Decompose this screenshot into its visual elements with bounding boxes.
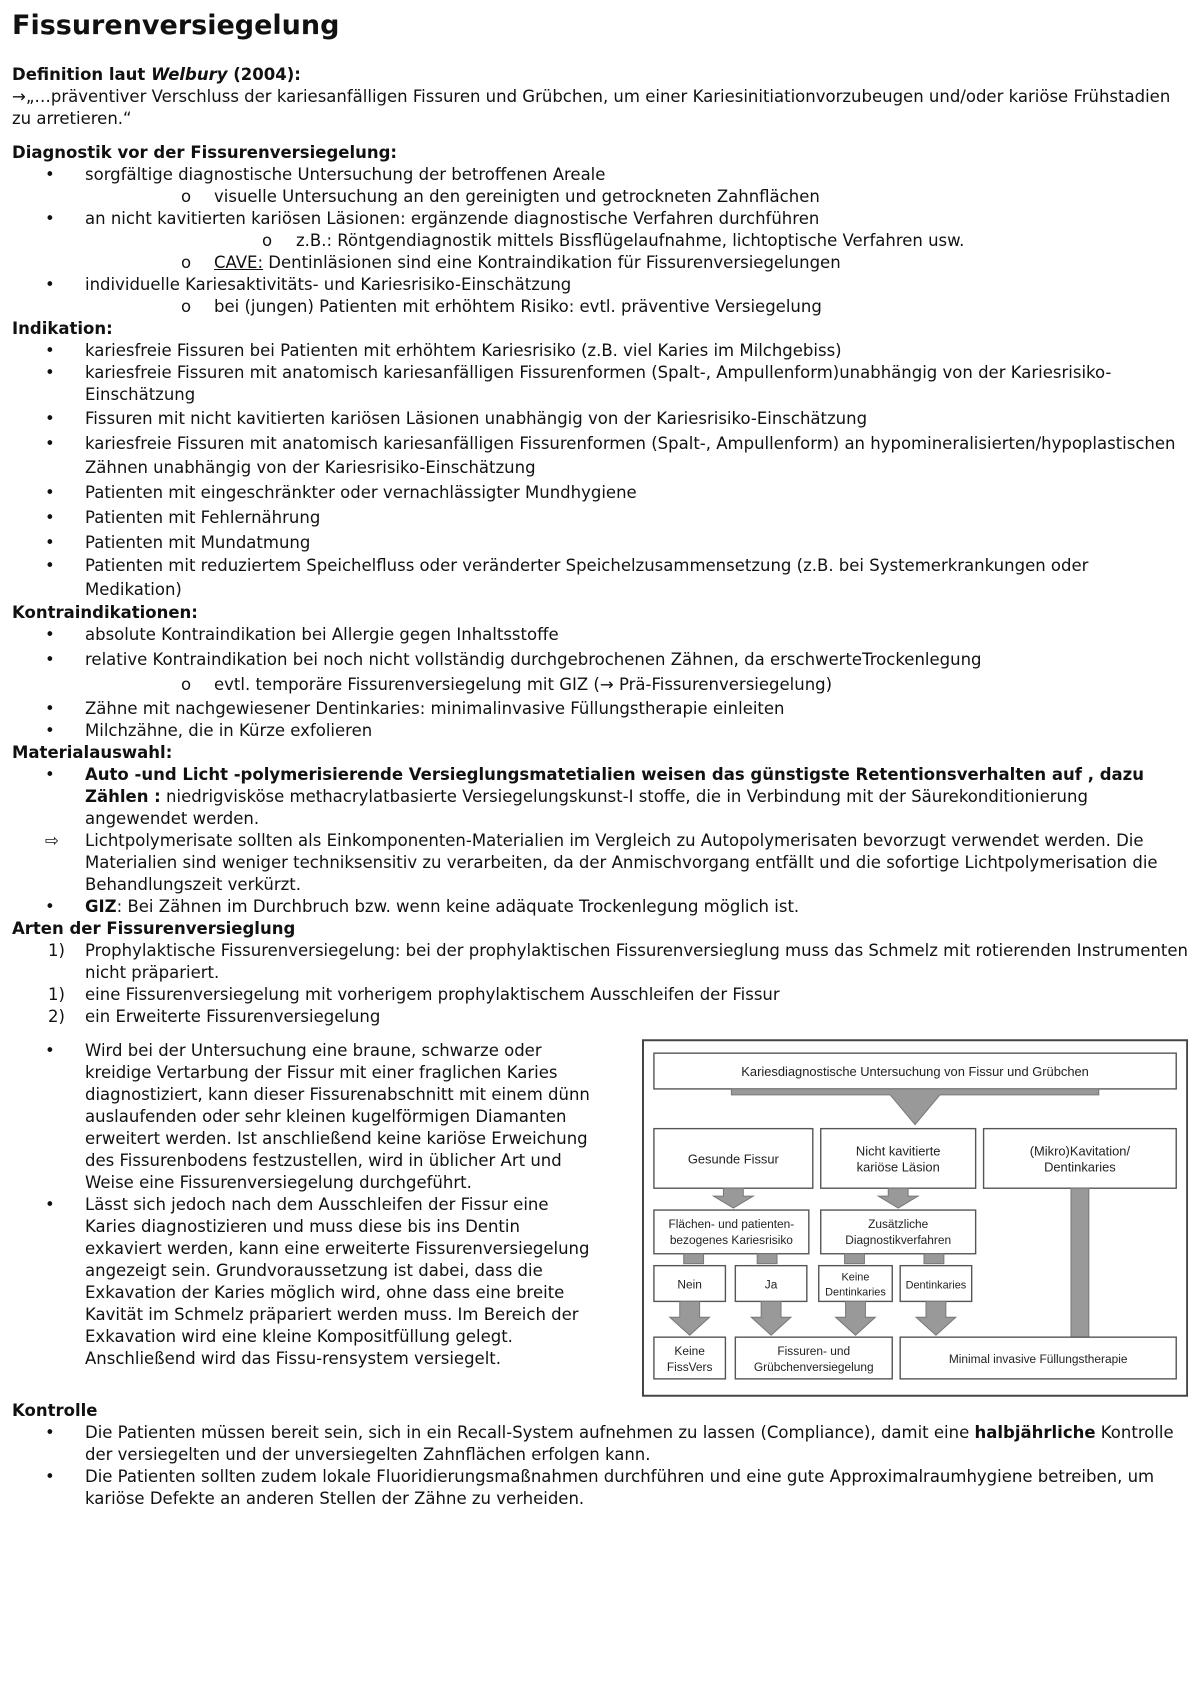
list-item: • Auto -und Licht -polymerisierende Versieglungsmatetialien weisen das günstigste Retentionsverhalten auf , dazu Zählen : niedrigvisköse methacrylatbasierte Versiegelungskunst-I stoffe, die in Verbindung mit der Säurekonditionierung angewendet werden. [12,764,1188,830]
definition-text: →„…präventiver Verschluss der kariesanfälligen Fissuren und Grübchen, um einer Kariesinitiationvorzubeugen und/oder kariöse Frühstadien zu arretieren.“ [12,87,1171,128]
list-item: • relative Kontraindikation bei noch nicht vollständig durchgebrochenen Zähnen, da erschwerteTrockenlegung [12,649,1188,671]
diagram-connector [924,1254,944,1264]
list-item: • Milchzähne, die in Kürze exfolieren [12,720,1188,742]
list-item: • Patienten mit eingeschränkter oder vernachlässigter Mundhygiene [12,482,1188,504]
diagram-ja-label: Ja [764,1277,778,1292]
diagram-dentinkaries-label: Dentinkaries [905,1279,967,1292]
list-item: ⇨ Lichtpolymerisate sollten als Einkomponenten-Materialien im Vergleich zu Autopolymerisaten bevorzugt verwendet werden. Die Materialien sind weniger techniksensitiv zu verarbeiten, da der Anmischvorgang entfällt und die sofortige Lichtpolymerisation die Behandlungszeit verkürzt. [12,830,1188,896]
list-item: • Patienten mit Mundatmung [12,532,1188,554]
diagram-keine-fissvers-label: Keine [674,1344,705,1359]
numbered-item: 2) ein Erweiterte Fissurenversiegelung [48,1007,381,1026]
indikation-heading: Indikation: [12,319,113,338]
diagram-top-label: Kariesdiagnostische Untersuchung von Fissur und Grübchen [741,1064,1089,1080]
diagram-keine-dentinkaries-label: Keine [841,1271,870,1284]
diagram-minimal-invasiv-label: Minimal invasive Füllungstherapie [948,1351,1128,1366]
diagram-versiegelung-label: Grübchenversiegelung [753,1359,874,1374]
diagram-keine-dentinkaries-label: Dentinkaries [825,1286,886,1299]
diagram-nicht-kav-label: Nicht kavitierte [855,1143,941,1159]
list-item: • absolute Kontraindikation bei Allergie gegen Inhaltsstoffe [12,624,1188,646]
diagram-keine-fissvers-label: FissVers [666,1359,713,1374]
sub-list-item: o evtl. temporäre Fissurenversiegelung mit GIZ (→ Prä-Fissurenversiegelung) [12,674,1188,696]
material-list [12,764,1188,918]
sub-list-item: o z.B.: Röntgendiagnostik mittels Bissflügelaufnahme, lichtoptische Verfahren usw. [12,230,1188,252]
list-item: • individuelle Kariesaktivitäts- und Kariesrisiko-Einschätzung [12,274,1188,296]
cave-item: o CAVE: Dentinläsionen sind eine Kontraindikation für Fissurenversiegelungen [12,252,1188,274]
list-item: • Fissuren mit nicht kavitierten kariösen Läsionen unabhängig von der Kariesrisiko-Einschätzung [12,408,1188,430]
list-item: • an nicht kavitierten kariösen Läsionen: ergänzende diagnostische Verfahren durchführen [12,208,1188,230]
numbered-item: 1) eine Fissurenversiegelung mit vorherigem prophylaktischem Ausschleifen der Fissur [48,985,780,1004]
list-item: • Lässt sich jedoch nach dem Ausschleifen der Fissur eine Karies diagnostizieren und muss diese bis ins Dentin exkaviert werden, kann eine erweiterte Fissurenversiegelung angezeigt sein. Grundvoraussetzung ist dabei, dass die Exkavation der Karies möglich wird, ohne dass eine breite Kavität im Schmelz präpariert werden muss. Im Bereich der Exkavation wird eine kleine Kompositfüllung gelegt. Anschließend wird das Fissu-rensystem versiegelt. [12,1194,598,1370]
karies-diagnostic-flowchart [642,1038,1188,1398]
kontraindikationen-heading: Kontraindikationen: [12,603,198,622]
diagnostik-list [12,164,1188,318]
diagram-zusaetzlich-label: Zusätzliche [867,1216,929,1231]
arten-heading: Arten der Fissurenversieglung [12,919,296,938]
diagram-versiegelung-label: Fissuren- und [777,1344,851,1359]
list-item: • kariesfreie Fissuren mit anatomisch kariesanfälligen Fissurenformen (Spalt-, Ampullenform) an hypomineralisierten/hypoplastischen Zähnen unabhängig von der Kariesrisiko-Einschätzung [12,432,1188,480]
list-item: • Zähne mit nachgewiesener Dentinkaries: minimalinvasive Füllungstherapie einleiten [12,698,1188,720]
diagram-flaechen-label: bezogenes Kariesrisiko [669,1232,793,1247]
diagram-flaechen-label: Flächen- und patienten- [668,1216,795,1231]
erweitert-text [12,1028,598,1370]
numbered-item: 1) Prophylaktische Fissurenversiegelung: bei der prophylaktischen Fissurenversieglung muss das Schmelz mit rotierenden Instrumenten nicht präpariert. [48,941,1188,982]
list-item: • Die Patienten müssen bereit sein, sich in ein Recall-System aufnehmen zu lassen (Compliance), damit eine halbjährliche Kontrolle der versiegelten und der unversiegelten Zahnflächen erfolgen kann. [12,1422,1188,1466]
diagram-nein-label: Nein [677,1277,702,1292]
erweitert-section [12,1028,1188,1398]
kontraindikationen-list [12,624,1188,742]
definition-heading: Definition laut Welbury (2004): [12,65,301,84]
sub-list-item: o bei (jungen) Patienten mit erhöhtem Risiko: evtl. präventive Versiegelung [12,296,1188,318]
list-item: • GIZ: Bei Zähnen im Durchbruch bzw. wenn keine adäquate Trockenlegung möglich ist. [12,896,1188,918]
material-heading: Materialauswahl: [12,743,173,762]
diagram-connector [757,1254,777,1264]
list-item: • sorgfältige diagnostische Untersuchung der betroffenen Areale [12,164,1188,186]
kontrolle-list [12,1422,1188,1510]
indikation-list [12,340,1188,602]
diagram-zusaetzlich-label: Diagnostikverfahren [845,1232,951,1247]
list-item: • Die Patienten sollten zudem lokale Fluoridierungsmaßnahmen durchführen und eine gute Approximalraumhygiene betreiben, um kariöse Defekte an anderen Stellen der Zähne zu verheiden. [12,1466,1188,1510]
page-title: Fissurenversiegelung [12,10,340,41]
diagram-connector [844,1254,864,1264]
diagram-mikro-label: (Mikro)Kavitation/ [1029,1143,1130,1159]
kontrolle-heading: Kontrolle [12,1401,98,1420]
cave-label: CAVE: [214,253,264,272]
diagram-mikro-label: Dentinkaries [1043,1159,1116,1175]
list-item: • Patienten mit reduziertem Speichelfluss oder veränderter Speichelzusammensetzung (z.B. bei Systemerkrankungen oder Medikation) [12,554,1188,602]
diagnostik-heading: Diagnostik vor der Fissurenversiegelung: [12,143,398,162]
list-item: • kariesfreie Fissuren bei Patienten mit erhöhtem Kariesrisiko (z.B. viel Karies im Milchgebiss) [12,340,1188,362]
definition-author: Welbury [151,65,228,84]
diagram-connector [684,1254,704,1264]
arten-list [12,940,1188,1028]
list-item: • Patienten mit Fehlernährung [12,507,1188,529]
sub-list-item: o visuelle Untersuchung an den gereinigten und getrockneten Zahnflächen [12,186,1188,208]
list-item: • Wird bei der Untersuchung eine braune, schwarze oder kreidige Vertarbung der Fissur mit einer fraglichen Karies diagnostiziert, kann dieser Fissurenabschnitt mit einem dünn auslaufenden oder sehr kleinen kugelförmigen Diamanten erweitert werden. Ist anschließend keine kariöse Erweichung des Fissurenbodens festzustellen, wird in üblicher Art und Weise eine Fissurenversiegelung durchgeführt. [12,1040,598,1194]
list-item: • kariesfreie Fissuren mit anatomisch kariesanfälligen Fissurenformen (Spalt-, Ampullenform)unabhängig von der Kariesrisiko-Einschätzung [12,362,1188,406]
diagram-nicht-kav-label: kariöse Läsion [856,1159,940,1175]
diagram-gesund-label: Gesunde Fissur [687,1151,779,1167]
